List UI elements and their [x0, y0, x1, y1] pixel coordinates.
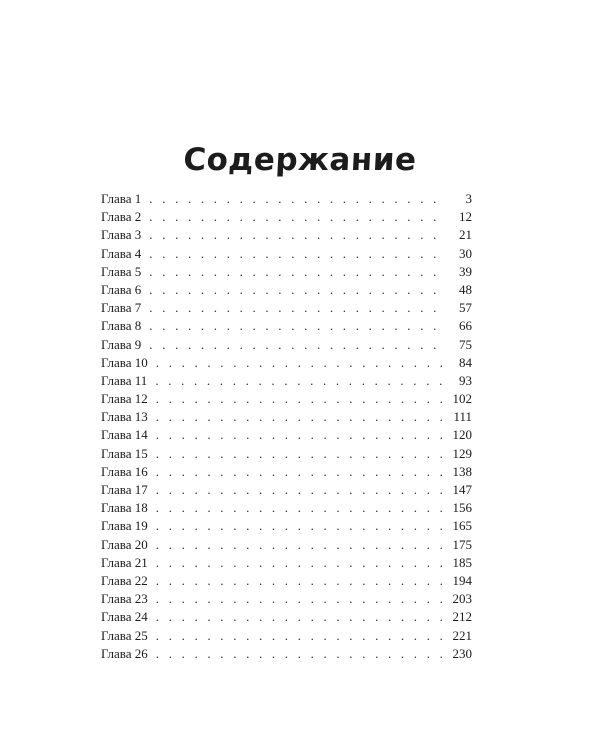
- toc-entry: [101, 372, 472, 390]
- toc-entry-page: 230: [452, 645, 472, 661]
- toc-entry-label: Глава 10: [101, 354, 148, 370]
- dot-leader: [149, 190, 442, 208]
- dot-leader: [156, 572, 442, 590]
- toc-entry-label: Глава 2: [101, 209, 142, 225]
- toc-entry-page: 66: [459, 318, 472, 334]
- toc-entry-label: Глава 11: [101, 372, 148, 388]
- dot-leader: [149, 226, 442, 244]
- dot-leader: [156, 499, 442, 517]
- toc-entry-label: Глава 17: [101, 482, 148, 497]
- dot-leader: [156, 445, 442, 463]
- toc-entry: [101, 390, 472, 408]
- dot-leader: [156, 517, 442, 535]
- dot-leader: [149, 317, 442, 335]
- toc-entry-page: 203: [452, 591, 472, 607]
- toc-entry: [101, 408, 472, 426]
- toc-entry: [101, 517, 472, 535]
- toc-entry-page: 185: [452, 554, 472, 570]
- toc-entry-label: Глава 6: [101, 281, 142, 297]
- dot-leader: [156, 627, 442, 645]
- toc-entry: [101, 354, 472, 372]
- toc-entry: [101, 608, 472, 626]
- toc-entry-label: Глава 22: [101, 572, 148, 588]
- toc-entry: [101, 190, 472, 208]
- toc-entry-label: Глава 13: [101, 409, 148, 425]
- toc-entry-page: 102: [452, 391, 472, 407]
- dot-leader: [149, 263, 442, 281]
- toc-entry-label: Глава 14: [101, 427, 148, 443]
- toc-entry-page: 75: [459, 336, 472, 352]
- toc-entry-label: Глава 19: [101, 518, 148, 534]
- toc-entry-label: Глава 7: [101, 300, 142, 316]
- dot-leader: [156, 481, 442, 499]
- toc-entry-label: Глава 1: [101, 191, 142, 206]
- dot-leader: [149, 245, 442, 263]
- toc-entry-page: 156: [452, 500, 472, 516]
- dot-leader: [156, 463, 442, 481]
- toc-entry-label: Глава 12: [101, 391, 148, 407]
- dot-leader: [156, 408, 442, 426]
- dot-leader: [156, 426, 442, 444]
- dot-leader: [149, 299, 442, 317]
- toc-entry-label: Глава 9: [101, 336, 142, 352]
- dot-leader: [156, 590, 442, 608]
- toc-entry: [101, 645, 472, 663]
- dot-leader: [149, 336, 442, 354]
- toc-entry-label: Глава 15: [101, 445, 148, 461]
- toc-entry-page: 129: [452, 445, 472, 461]
- toc-entry: [101, 317, 472, 335]
- toc-entry-label: Глава 16: [101, 463, 148, 479]
- toc-entry: [101, 572, 472, 590]
- toc-entry-page: 138: [452, 463, 472, 479]
- dot-leader: [156, 608, 442, 626]
- toc-entry-page: 12: [459, 209, 472, 225]
- dot-leader: [156, 354, 442, 372]
- toc-entry-page: 21: [459, 227, 472, 243]
- toc-entry: [101, 499, 472, 517]
- toc-entry-label: Глава 3: [101, 227, 142, 243]
- toc-entry-label: Глава 21: [101, 554, 148, 570]
- toc-entry: [101, 299, 472, 317]
- toc-entry: [101, 336, 472, 354]
- dot-leader: [156, 645, 442, 663]
- toc-entry-page: 48: [459, 281, 472, 297]
- toc-entry-label: Глава 8: [101, 318, 142, 334]
- toc-entry-label: Глава 25: [101, 627, 148, 643]
- toc-entry-page: 57: [459, 300, 472, 316]
- dot-leader: [155, 372, 442, 390]
- toc-entry: [101, 536, 472, 554]
- toc-entry-page: 175: [452, 536, 472, 552]
- toc-entry: [101, 245, 472, 263]
- table-of-contents: [101, 190, 472, 663]
- toc-entry-label: Глава 24: [101, 609, 148, 625]
- toc-entry-page: 165: [452, 518, 472, 534]
- toc-entry-label: Глава 5: [101, 263, 142, 279]
- toc-entry-label: Глава 26: [101, 645, 148, 661]
- toc-entry: [101, 281, 472, 299]
- toc-entry: [101, 445, 472, 463]
- toc-entry: [101, 481, 472, 499]
- toc-entry: [101, 590, 472, 608]
- toc-entry: [101, 463, 472, 481]
- toc-entry-label: Глава 20: [101, 536, 148, 552]
- toc-entry-page: 93: [459, 372, 472, 388]
- toc-entry: [101, 627, 472, 645]
- dot-leader: [156, 554, 442, 572]
- toc-entry-page: 221: [452, 627, 472, 643]
- toc-entry: [101, 263, 472, 281]
- dot-leader: [149, 281, 442, 299]
- toc-entry-label: Глава 18: [101, 500, 148, 516]
- toc-entry: [101, 226, 472, 244]
- toc-entry-page: 147: [452, 482, 472, 497]
- toc-entry: [101, 208, 472, 226]
- dot-leader: [156, 536, 442, 554]
- toc-entry: [101, 426, 472, 444]
- toc-entry-page: 84: [459, 354, 472, 370]
- toc-title: Содержание: [182, 142, 418, 178]
- toc-entry-label: Глава 23: [101, 591, 148, 607]
- toc-entry-label: Глава 4: [101, 245, 142, 261]
- dot-leader: [149, 208, 442, 226]
- toc-entry: [101, 554, 472, 572]
- toc-entry-page: 3: [465, 191, 472, 206]
- toc-entry-page: 120: [452, 427, 472, 443]
- dot-leader: [156, 390, 442, 408]
- toc-entry-page: 212: [452, 609, 472, 625]
- toc-entry-page: 111: [453, 409, 472, 425]
- toc-entry-page: 30: [459, 245, 472, 261]
- toc-entry-page: 39: [459, 263, 472, 279]
- toc-entry-page: 194: [452, 572, 472, 588]
